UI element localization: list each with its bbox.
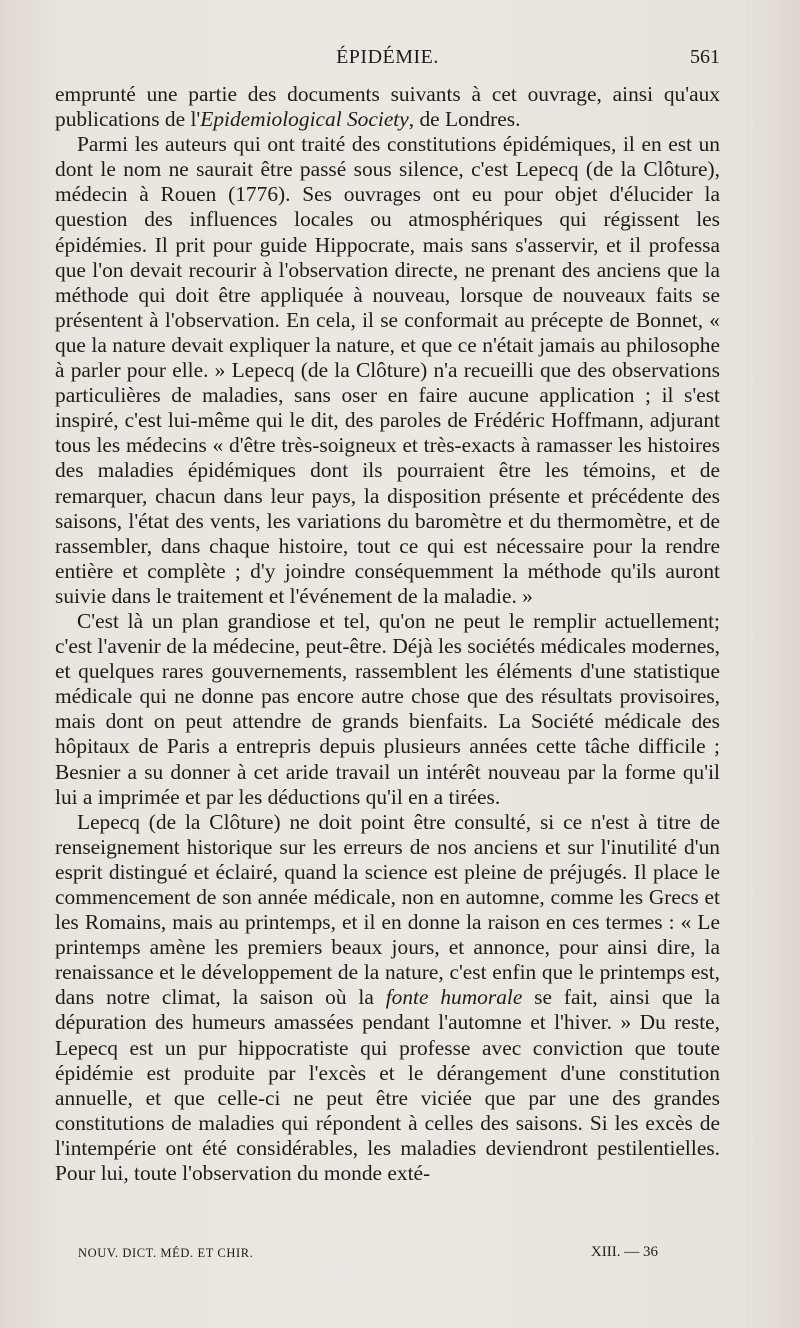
italic-text: Epidemiological Society [200, 107, 409, 132]
paragraph [55, 82, 720, 132]
paragraph [55, 132, 720, 609]
body-text [55, 82, 720, 1186]
page-header [55, 46, 720, 76]
text-span: C'est là un plan grandiose et tel, qu'on ne peut le remplir actuellement; c'est l'avenir de la médecine, peut-être. Déjà les sociétés médicales modernes, et quelques rares gouvernements, rassemblent les éléments d'une statistique médicale qui ne donne pas encore autre chose que des résultats provisoires, mais dont on peut attendre de grands bienfaits. La Société médicale des hôpitaux de Paris a entrepris depuis plusieurs années cette tâche difficile ; Besnier a su donner à cet aride travail un intérêt nouveau par la forme qu'il lui a imprimée et par les déductions qu'il en a tirées. [55, 608, 720, 809]
text-span: se fait, ainsi que la dépuration des humeurs amassées pendant l'automne et l'hiver. » Du reste, Lepecq est un pur hippocratiste qui professe avec conviction que toute épidémie est produite par l'excès et le dérangement d'une constitution annuelle, et que celle-ci ne peut être viciée que par une des grandes constitutions de maladies qui répondent à celles des saisons. Si les excès de l'intempérie ont été considérables, les maladies deviendront pestilentielles. Pour lui, toute l'observation du monde exté- [55, 985, 721, 1186]
text-span: emprunté une partie des documents suivants à cet ouvrage, ainsi qu'aux publications de l' [55, 82, 720, 132]
running-title: ÉPIDÉMIE. [336, 46, 439, 68]
paragraph [55, 609, 720, 810]
text-span: Parmi les auteurs qui ont traité des constitutions épidémiques, il en est un dont le nom ne saurait être passé sous silence, c'est Lepecq (de la Clôture), médecin à Rouen (1776). Ses ouvrages ont eu pour objet d'élucider la question des influences locales ou atmosphériques qui régissent les épidémies. Il prit pour guide Hippocrate, mais sans s'asservir, et il professa que l'on devait recourir à l'observation directe, ne prenant des anciens que la méthode qui doit être appliquée à nouveau, lorsque de nouveaux faits se présentent à l'observation. En cela, il se conformait au précepte de Bonnet, « que la nature devait expliquer la nature, et que ce n'était jamais au philosophe à parler pour elle. » Lepecq (de la Clôture) n'a recueilli que des observations particulières de maladies, sans oser en faire aucune application ; il s'est inspiré, c'est lui-même qui le dit, des paroles de Frédéric Hoffmann, adjurant tous les médecins « d'être très-soigneux et très-exacts à ramasser les histoires des maladies épidémiques dont ils pourraient être les témoins, et de remarquer, chacun dans leur pays, la disposition présente et précédente des saisons, l'état des vents, les variations du baromètre et du thermomètre, et de rassembler, dans chaque histoire, tout ce qui est nécessaire pour la rendre entière et complète ; d'y joindre conséquemment la méthode qu'ils auront suivie dans le traitement et l'événement de la maladie. » [55, 132, 720, 608]
text-span: , de Londres. [408, 107, 521, 132]
printer-signature: NOUV. DICT. MÉD. ET CHIR. [78, 1246, 254, 1260]
signature-mark: XIII. — 36 [590, 1244, 658, 1260]
paragraph [55, 810, 720, 1186]
page-number: 561 [690, 46, 720, 68]
page-footer [78, 1244, 658, 1266]
italic-text: fonte humorale [385, 985, 523, 1010]
text-span: Lepecq (de la Clôture) ne doit point être consulté, si ce n'est à titre de renseignement historique sur les erreurs de nos anciens et sur l'inutilité d'un esprit distingué et éclairé, quand la science est pleine de préjugés. Il place le commencement de son année médicale, non en automne, comme les Grecs et les Romains, mais au printemps, et il en donne la raison en ces termes : « Le printemps amène les premiers beaux jours, et annonce, pour ainsi dire, la renaissance et le développement de la nature, c'est enfin que le printemps est, dans notre climat, la saison où la [55, 809, 720, 1010]
